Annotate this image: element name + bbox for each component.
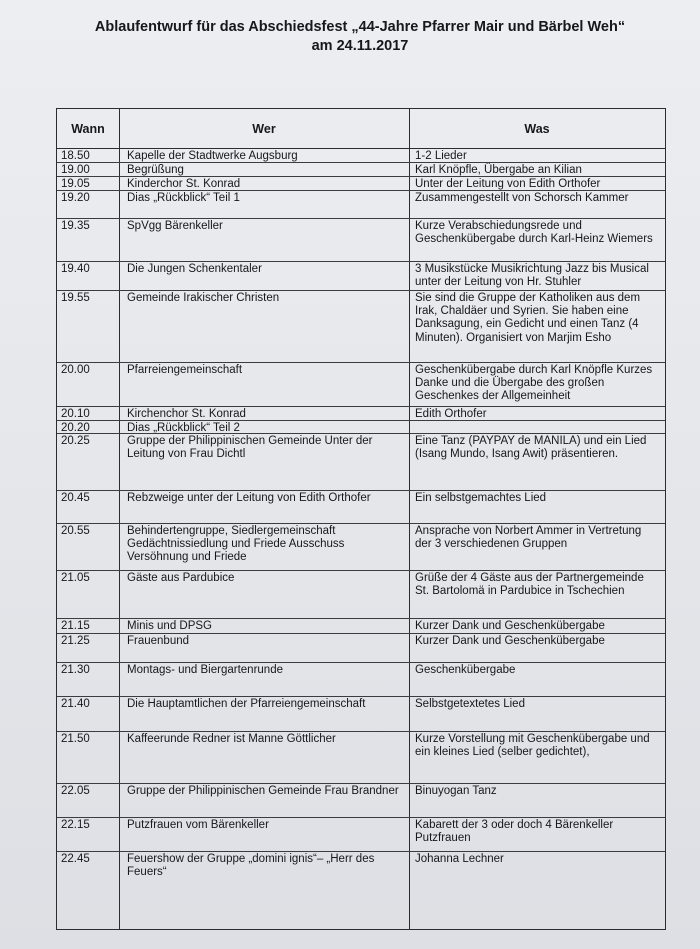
header-was: Was: [409, 109, 665, 149]
cell-wer: SpVgg Bärenkeller: [127, 220, 223, 232]
cell-wann: 18.50: [61, 150, 90, 162]
cell-wann: 22.45: [61, 853, 90, 865]
table-row: [57, 191, 665, 219]
cell-was: Sie sind die Gruppe der Katholiken aus dem Irak, Chaldäer und Syrien. Sie haben eine Danksagung, ein Gedicht und einen Tanz (4 Minuten). Organisiert von Marjim Esho: [415, 292, 641, 344]
cell-was: Binuyogan Tanz: [415, 785, 497, 797]
cell-was: Geschenkübergabe: [415, 664, 516, 676]
cell-was: [409, 421, 665, 433]
table-body: [57, 149, 665, 902]
cell-wann: 22.05: [61, 785, 90, 797]
table-row: [57, 697, 665, 732]
cell-wer: Putzfrauen vom Bärenkeller: [127, 819, 269, 831]
cell-wer: Gemeinde Irakischer Christen: [127, 292, 280, 304]
cell-was: Kurze Verabschiedungsrede und Geschenkübergabe durch Karl-Heinz Wiemers: [415, 220, 653, 246]
cell-was: Geschenkübergabe durch Karl Knöpfle Kurzes Danke und die Übergabe des großen Geschenkes der Allgemeinheit: [415, 364, 653, 403]
cell-wer: Rebzweige unter der Leitung von Edith Orthofer: [127, 492, 371, 504]
table-row: [57, 262, 665, 291]
cell-wer: Kapelle der Stadtwerke Augsburg: [127, 150, 298, 162]
cell-wer: Behindertengruppe, Siedlergemeinschaft Gedächtnissiedlung und Friede Ausschuss Versöhnung und Friede: [127, 525, 345, 564]
table-row: [57, 524, 665, 571]
table-row: [57, 407, 665, 421]
cell-was: Johanna Lechner: [415, 853, 504, 865]
cell-wann: 22.15: [61, 819, 90, 831]
cell-wer: Begrüßung: [127, 164, 184, 176]
cell-wann: 19.35: [61, 220, 90, 232]
table-row: [57, 177, 665, 191]
table-row: [57, 163, 665, 177]
table-row: [57, 852, 665, 902]
cell-wer: Gruppe der Philippinischen Gemeinde Unter der Leitung von Frau Dichtl: [127, 435, 373, 461]
cell-wer: Dias „Rückblick“ Teil 1: [127, 192, 240, 204]
cell-was: Ein selbstgemachtes Lied: [415, 492, 547, 504]
cell-wann: 21.40: [61, 698, 90, 710]
cell-wer: Kirchenchor St. Konrad: [127, 408, 246, 420]
cell-wann: 20.10: [61, 408, 90, 420]
table-row: [57, 219, 665, 262]
table-row: [57, 634, 665, 663]
cell-was: 3 Musikstücke Musikrichtung Jazz bis Musical unter der Leitung von Hr. Stuhler: [415, 263, 649, 289]
table-row: [57, 363, 665, 407]
cell-wann: 20.25: [61, 435, 90, 447]
cell-wann: 20.20: [61, 422, 90, 433]
title-line-2: am 24.11.2017: [311, 38, 409, 54]
cell-wer: Die Hauptamtlichen der Pfarreiengemeinschaft: [127, 698, 366, 710]
table-row: [57, 491, 665, 524]
cell-wann: 20.45: [61, 492, 90, 504]
table-row: [57, 818, 665, 852]
cell-wann: 19.05: [61, 178, 90, 190]
cell-was: 1-2 Lieder: [415, 150, 467, 162]
cell-was: Eine Tanz (PAYPAY de MANILA) und ein Lied (Isang Mundo, Isang Awit) präsentieren.: [415, 435, 647, 461]
cell-wann: 19.20: [61, 192, 90, 204]
cell-wann: 21.50: [61, 733, 90, 745]
title-line-1: Ablaufentwurf für das Abschiedsfest „44-Jahre Pfarrer Mair und Bärbel Weh“: [94, 19, 626, 35]
table-row: [57, 421, 665, 434]
cell-wer: Feuershow der Gruppe „domini ignis“– „Herr des Feuers“: [127, 853, 375, 879]
cell-wer: Gäste aus Pardubice: [127, 572, 235, 584]
cell-wer: Montags- und Biergartenrunde: [127, 664, 283, 676]
cell-was: Kurzer Dank und Geschenkübergabe: [415, 635, 605, 647]
cell-was: Selbstgetextetes Lied: [415, 698, 525, 710]
cell-was: Kabarett der 3 oder doch 4 Bärenkeller Putzfrauen: [415, 819, 614, 845]
cell-wann: 20.00: [61, 364, 90, 376]
cell-was: Edith Orthofer: [415, 408, 487, 420]
cell-was: Grüße der 4 Gäste aus der Partnergemeinde St. Bartolomä in Pardubice in Tschechien: [415, 572, 644, 598]
cell-wer: Gruppe der Philippinischen Gemeinde Frau Brandner: [127, 785, 399, 797]
cell-was: Unter der Leitung von Edith Orthofer: [415, 178, 601, 190]
cell-was: Zusammengestellt von Schorsch Kammer: [415, 192, 629, 204]
header-wann: Wann: [57, 109, 119, 149]
cell-was: Ansprache von Norbert Ammer in Vertretung der 3 verschiedenen Gruppen: [415, 525, 642, 551]
cell-wann: 21.30: [61, 664, 90, 676]
table-row: [57, 732, 665, 784]
header-wer: Wer: [119, 109, 409, 149]
cell-wer: Dias „Rückblick“ Teil 2: [127, 422, 240, 433]
document-title: [40, 18, 680, 56]
cell-wer: Frauenbund: [127, 635, 190, 647]
cell-wer: Die Jungen Schenkentaler: [127, 263, 262, 275]
table-row: [57, 663, 665, 697]
cell-wann: 19.55: [61, 292, 90, 304]
cell-wann: 19.40: [61, 263, 90, 275]
cell-was: Kurzer Dank und Geschenkübergabe: [415, 620, 605, 632]
table-row: [57, 434, 665, 491]
schedule-table: [56, 108, 666, 930]
cell-wann: 21.15: [61, 620, 90, 632]
table-row: [57, 619, 665, 634]
cell-wer: Minis und DPSG: [127, 620, 213, 632]
cell-wann: 21.25: [61, 635, 90, 647]
table-row: [57, 291, 665, 363]
cell-was: Karl Knöpfle, Übergabe an Kilian: [415, 164, 582, 176]
cell-wer: Kaffeerunde Redner ist Manne Göttlicher: [127, 733, 336, 745]
cell-wer: Pfarreiengemeinschaft: [127, 364, 243, 376]
cell-wer: Kinderchor St. Konrad: [127, 178, 241, 190]
table-row: [57, 571, 665, 619]
cell-wann: 21.05: [61, 572, 90, 584]
cell-was: Kurze Vorstellung mit Geschenkübergabe und ein kleines Lied (selber gedichtet),: [415, 733, 650, 759]
cell-wann: 19.00: [61, 164, 90, 176]
table-row: [57, 784, 665, 818]
cell-wann: 20.55: [61, 525, 90, 537]
table-row: [57, 149, 665, 163]
